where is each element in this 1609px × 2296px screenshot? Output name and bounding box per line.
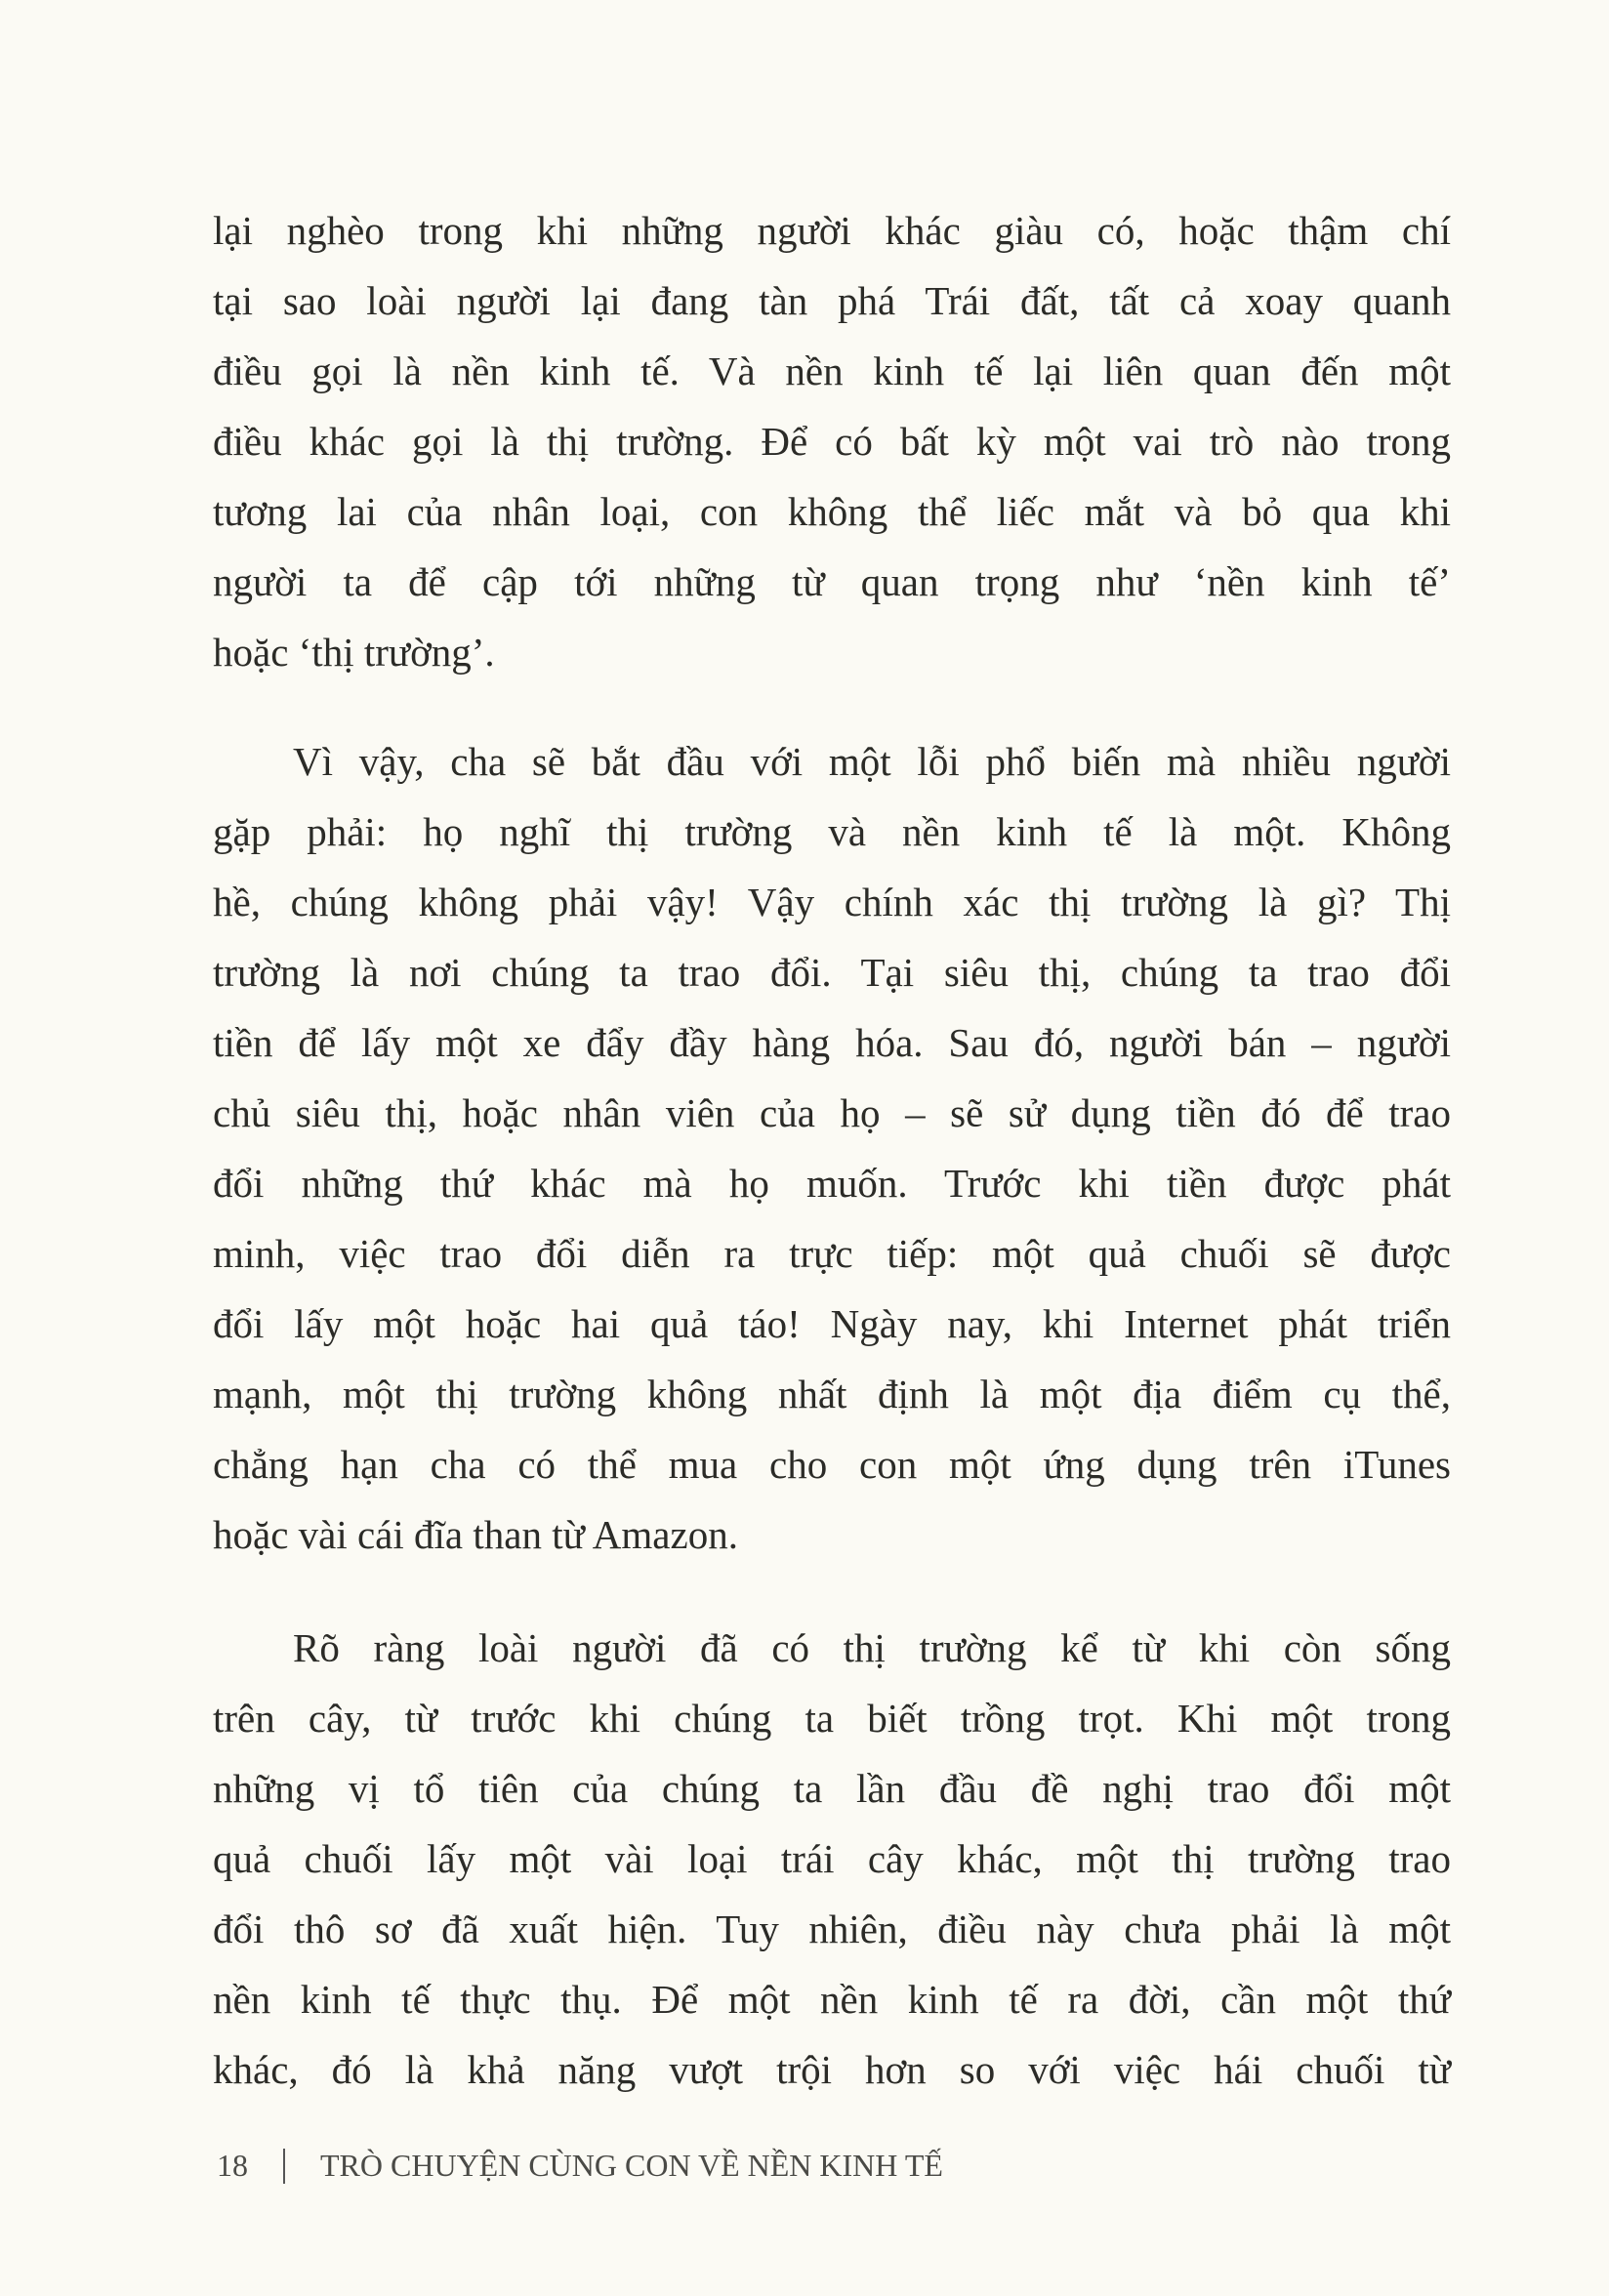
text-line: đổi thô sơ đã xuất hiện. Tuy nhiên, điều này chưa phải là một — [213, 1906, 1451, 1951]
paragraph-3 — [213, 1613, 1451, 2105]
text-line: điều khác gọi là thị trường. Để có bất kỳ một vai trò nào trong — [213, 419, 1451, 464]
text-line: gặp phải: họ nghĩ thị trường và nền kinh tế là một. Không — [213, 809, 1451, 854]
text-line: chẳng hạn cha có thể mua cho con một ứng dụng trên iTunes — [213, 1442, 1451, 1487]
text-line: điều gọi là nền kinh tế. Và nền kinh tế lại liên quan đến một — [213, 348, 1451, 393]
text-line: tại sao loài người lại đang tàn phá Trái đất, tất cả xoay quanh — [213, 278, 1451, 323]
text-line: chủ siêu thị, hoặc nhân viên của họ – sẽ sử dụng tiền đó để trao — [213, 1090, 1451, 1135]
page-number: 18 — [217, 2148, 248, 2183]
text-line: những vị tổ tiên của chúng ta lần đầu đề nghị trao đổi một — [213, 1766, 1451, 1811]
text-line: trên cây, từ trước khi chúng ta biết trồng trọt. Khi một trong — [213, 1696, 1451, 1741]
text-line: đổi những thứ khác mà họ muốn. Trước khi tiền được phát — [213, 1161, 1451, 1206]
text-line: Rõ ràng loài người đã có thị trường kể từ khi còn sống — [293, 1625, 1451, 1670]
text-line: hề, chúng không phải vậy! Vậy chính xác thị trường là gì? Thị — [213, 880, 1451, 924]
text-line: tương lai của nhân loại, con không thể liếc mắt và bỏ qua khi — [213, 489, 1451, 534]
text-line: lại nghèo trong khi những người khác giàu có, hoặc thậm chí — [213, 208, 1451, 253]
text-line: hoặc vài cái đĩa than từ Amazon. — [213, 1512, 738, 1557]
text-line: quả chuối lấy một vài loại trái cây khác, một thị trường trao — [213, 1836, 1451, 1881]
text-line: mạnh, một thị trường không nhất định là một địa điểm cụ thể, — [213, 1372, 1451, 1416]
text-line: minh, việc trao đổi diễn ra trực tiếp: một quả chuối sẽ được — [213, 1231, 1451, 1276]
text-line: đổi lấy một hoặc hai quả táo! Ngày nay, khi Internet phát triển — [213, 1301, 1451, 1346]
page-footer — [217, 2148, 943, 2184]
text-line: khác, đó là khả năng vượt trội hơn so với việc hái chuối từ — [213, 2047, 1451, 2092]
text-line: tiền để lấy một xe đẩy đầy hàng hóa. Sau đó, người bán – người — [213, 1020, 1451, 1065]
text-line: trường là nơi chúng ta trao đổi. Tại siêu thị, chúng ta trao đổi — [213, 950, 1451, 995]
paragraph-1 — [213, 195, 1451, 687]
text-line: hoặc ‘thị trường’. — [213, 630, 495, 675]
footer-divider — [283, 2149, 285, 2184]
paragraph-2 — [213, 726, 1451, 1570]
text-line: nền kinh tế thực thụ. Để một nền kinh tế ra đời, cần một thứ — [213, 1977, 1451, 2022]
book-title: TRÒ CHUYỆN CÙNG CON VỀ NỀN KINH TẾ — [320, 2148, 943, 2183]
text-line: Vì vậy, cha sẽ bắt đầu với một lỗi phổ biến mà nhiều người — [293, 739, 1451, 784]
text-line: người ta để cập tới những từ quan trọng như ‘nền kinh tế’ — [213, 559, 1451, 604]
